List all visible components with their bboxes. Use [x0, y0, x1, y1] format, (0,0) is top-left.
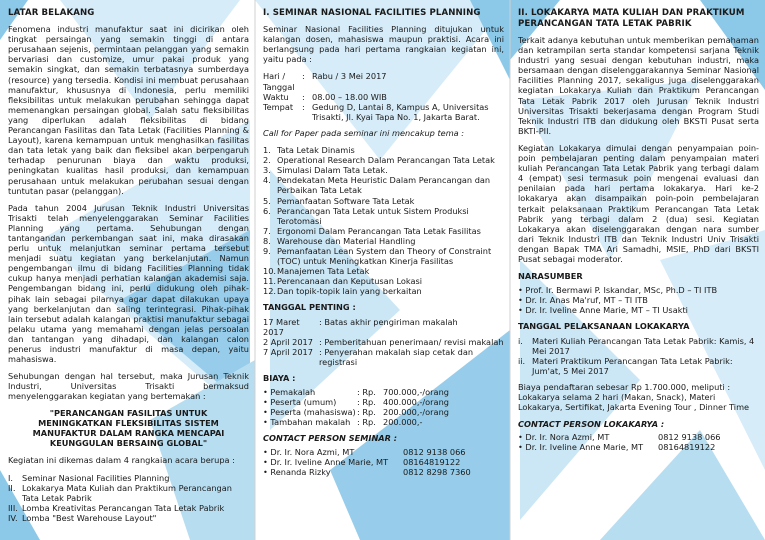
- list-number: IV.: [8, 512, 18, 523]
- contact-phone: 0812 8298 7360: [403, 466, 471, 477]
- list-text: Manajemen Tata Letak: [277, 266, 370, 277]
- paragraph: Terkait adanya kebutuhan untuk memberikan pemahaman dan ketrampilan serta standar kompetensi sarjana Teknik Industri yang sesuai dengan kebutuhan industri, maka bersamaan dengan diselenggarakannya Seminar Nasional Facilities Planning 2017, sekaligus juga diselenggarakan kegiatan Lokakarya Kuliah dan Praktikum Perancangan Tata Letak Pabrik 2017 oleh Jurusan Teknik Industri Universitas Trisakti bekerjasama dengan Program Studi Teknik Industri ITB dan didukung oleh BKSTI Pusat serta BKTI-PII.: [518, 35, 759, 136]
- list-text: Pemanfaatan Lean System dan Theory of Constraint (TOC) untuk Meningkatkan Kinerja Fasilitas: [277, 245, 492, 267]
- list-number: I.: [8, 472, 14, 483]
- narasumber-heading: NARASUMBER: [518, 271, 583, 282]
- list-text: Lomba Kreativitas Perancangan Tata Letak Pabrik: [22, 502, 225, 513]
- fee-paragraph: Biaya pendaftaran sebesar Rp 1.700.000, meliputi : Lokakarya selama 2 hari (Makan, Snack), Materi Lokakarya, Sertifikat, Jakarta Evening Tour , Dinner Time: [518, 381, 750, 413]
- list-text: Dan topik-topik lain yang berkaitan: [277, 286, 422, 297]
- tanggal-text: : Penyerahan makalah siap cetak dan registrasi: [319, 346, 474, 367]
- biaya-label: • Tambahan makalah: [263, 417, 351, 428]
- contact-table: [263, 447, 504, 477]
- list-item: • Prof. Ir. Bermawi P. Iskandar, MSc, Ph.D – TI ITB: [518, 285, 718, 296]
- contact-name: • Renanda Rizky: [263, 466, 331, 477]
- contact-phone: 08164819122: [658, 442, 716, 453]
- biaya-value: 200.000,-/orang: [383, 407, 449, 418]
- biaya-sep: : Rp.: [357, 397, 376, 408]
- schedule-sep: :: [302, 91, 305, 102]
- list-text: Ergonomi Dalam Perancangan Tata Letak Fasilitas: [277, 225, 481, 236]
- list-text: Tata Letak Dinamis: [277, 145, 355, 156]
- list-number: 7.: [263, 225, 271, 236]
- tanggal-heading: TANGGAL PENTING :: [263, 302, 356, 313]
- list-number: II.: [8, 482, 16, 493]
- biaya-heading: BIAYA :: [263, 373, 296, 383]
- tanggal-date: 7 April 2017: [263, 346, 313, 357]
- contact-heading: CONTACT PERSON SEMINAR :: [263, 433, 398, 444]
- list-number: i.: [518, 335, 523, 346]
- biaya-table: [263, 387, 504, 427]
- contact-heading: CONTACT PERSON LOKAKARYA :: [518, 419, 665, 430]
- paragraph: Sehubungan dengan hal tersebut, maka Jurusan Teknik Industri, Universitas Trisakti bermaksud menyelenggarakan kegiatan yang bertemakan :: [8, 371, 249, 402]
- biaya-label: • Peserta (umum): [263, 397, 337, 408]
- tanggal-table: [263, 317, 504, 367]
- paragraph: Seminar Nasional Facilities Planning ditujukan untuk kalangan dosen, mahasiswa maupun praktisi. Acara ini berlangsung pada hari pertama rangkaian kegiatan ini, yaitu pada :: [263, 24, 504, 65]
- list-number: 9.: [263, 245, 271, 256]
- list-text: Pemanfaatan Software Tata Letak: [277, 195, 415, 206]
- biaya-sep: : Rp.: [357, 407, 376, 418]
- narasumber-list: [518, 285, 759, 315]
- paragraph: Fenomena industri manufaktur saat ini dicirikan oleh tingkat persaingan yang semakin tinggi di antara perusahaan sejenis, permintaan pelanggan yang semakin bervariasi dan customize, umur pakai produk yang semakin singkat, dan semakin terbatasnya sumberdaya (resource) yang tersedia. Kondisi ini membuat perusahaan manufaktur, khususnya di Indonesia, perlu memiliki fleksibilitas untuk melakukan perubahan sehingga dapat memenangkan persaingan global. Salah satu fleksibilitas yang diperlukan adalah fleksibilitas di bidang Perancangan Fasilitas dan Tata Letak (Facilities Planning & Layout), karena kemampuan untuk menghasilkan fasilitas dan tata letak yang baik dan fleksibel akan berpengaruh terhadap penurunan biaya dan waktu produksi, peningkatan kualitas hasil produksi, dan kemampuan perusahaan untuk melakukan perubahan sesuai dengan tuntutan pasar (pelanggan).: [8, 24, 249, 196]
- tanggal-date: 2 April 2017: [263, 336, 313, 347]
- contact-name: • Dr. Ir. Nora Azmi, MT: [518, 432, 610, 443]
- tanggal-text: : Batas akhir pengiriman makalah: [319, 316, 458, 327]
- tanggal-text: : Pemberitahuan penerimaan/ revisi makalah: [319, 336, 504, 347]
- list-number: 3.: [263, 165, 271, 176]
- list-number: 1.: [263, 145, 271, 156]
- paragraph: Kegiatan Lokakarya dimulai dengan penyampaian poin-poin pembelajaran penting dalam penyampaian materi kuliah Perancangan Tata Letak Pabrik yang terbagi dalam 4 (empat) sesi termasuk poin mengenai evaluasi dan penilaian pada hari pertama lokakarya. Hari ke-2 lokakarya akan disampaikan poin-poin pembelajaran terkait pelaksanaan Praktikum Perancangan Tata Letak Pabrik yang terbagi dalam 2 (dua) sesi. Kegiatan Lokakarya akan diselenggarakan dengan nara sumber dari Teknik Industri ITB dan Teknik Industri Univ Trisakti dengan Bapak TMA Ari Samadhi, MSIE, PhD dari BKSTI Pusat sebagai moderator.: [518, 142, 759, 264]
- contact-name: • Dr. Ir. Iveline Anne Marie, MT: [263, 456, 389, 467]
- list-item: • Dr. Ir. Iveline Anne Marie, MT – TI Usakti: [518, 305, 688, 316]
- list-number: 2.: [263, 155, 271, 166]
- biaya-value: 200.000,-: [383, 417, 423, 428]
- list-number: 12.: [263, 286, 277, 297]
- contact-name: • Dr. Ir. Nora Azmi, MT: [263, 446, 355, 457]
- list-number: 6.: [263, 205, 271, 216]
- topic-item: [263, 165, 504, 175]
- list-item: [8, 483, 249, 503]
- topic-item: [263, 236, 504, 246]
- topic-item: [263, 286, 504, 296]
- schedule-label: Hari / Tanggal: [263, 71, 295, 92]
- list-item: [518, 336, 759, 356]
- list-number: 4.: [263, 175, 271, 186]
- schedule-label: Waktu: [263, 91, 289, 102]
- topic-item: [263, 206, 504, 226]
- list-text: Materi Praktikum Perancangan Tata Letak Pabrik: Jum'at, 5 Mei 2017: [532, 355, 733, 376]
- list-text: Perancangan Tata Letak untuk Sistem Produksi Terotomasi: [277, 205, 469, 226]
- biaya-label: • Peserta (mahasiswa): [263, 407, 356, 418]
- tanggal-lokakarya-list: [518, 336, 759, 376]
- cfp-intro: Call for Paper pada seminar ini mencakup tema :: [263, 127, 465, 138]
- biaya-label: • Pemakalah: [263, 387, 316, 398]
- biaya-value: 400.000,-/orang: [383, 397, 449, 408]
- list-text: Materi Kuliah Perancangan Tata Letak Pabrik: Kamis, 4 Mei 2017: [532, 335, 755, 356]
- topic-item: [263, 196, 504, 206]
- list-item: [8, 473, 249, 483]
- biaya-value: 700.000,-/orang: [383, 387, 449, 398]
- tanggal-date: 17 Maret 2017: [263, 316, 300, 337]
- schedule-label: Tempat: [263, 101, 294, 112]
- topic-item: [263, 246, 504, 266]
- topic-item: [263, 145, 504, 155]
- contact-table: [518, 432, 759, 452]
- schedule-value: Rabu / 3 Mei 2017: [312, 71, 387, 82]
- list-text: Seminar Nasional Facilities Planning: [22, 472, 170, 483]
- schedule-sep: :: [302, 101, 305, 112]
- paragraph: Kegiatan ini dikemas dalam 4 rangkaian acara berupa :: [8, 455, 235, 466]
- contact-name: • Dr. Ir. Iveline Anne Marie, MT: [518, 442, 644, 453]
- contact-phone: 0812 9138 066: [403, 446, 466, 457]
- list-item: [8, 503, 249, 513]
- list-text: Simulasi Dalam Tata Letak.: [277, 165, 388, 176]
- schedule-value: 08.00 – 18.00 WIB: [312, 91, 387, 102]
- list-number: 5.: [263, 195, 271, 206]
- paragraph: Pada tahun 2004 Jurusan Teknik Industri Universitas Trisakti telah menyelenggarakan Seminar Facilities Planning yang pertama. Sehubungan dengan tantangandan perkembangan saat ini, maka dirasakan perlu untuk melanjutkan seminar pertama tersebut menjadi suatu kegiatan yang berkelanjutan. Namun pengembangan ilmu di bidang Facilities Planning tidak cukup hanya menjadi perhatian kalangan akademisi saja. Pengembangan bidang ini, perlu didukung oleh pihak-pihak lain sebagai pilarnya agar dapat dilakukan upaya yang berkelanjutan dan saling terintegrasi. Pihak-pihak lain tersebut adalah kalangan praktisi manufaktur sebagai pelaku utama yang memahami dengan jelas persoalan dan tantangan yang dihadapi, dan kalangan calon penerus industri manufaktur di masa depan, yaitu mahasiswa.: [8, 202, 249, 365]
- schedule-sep: :: [302, 71, 305, 82]
- list-item: [8, 513, 249, 523]
- section-heading: I. SEMINAR NASIONAL FACILITIES PLANNING: [263, 8, 481, 18]
- list-number: III.: [8, 502, 18, 513]
- biaya-sep: : Rp.: [357, 387, 376, 398]
- theme-quote: "PERANCANGAN FASILITAS UNTUK MENINGKATKAN FLEKSIBILITAS SISTEM MANUFAKTUR DALAM RANGKA MENCAPAI KEUNGGULAN BERSAING GLOBAL": [32, 408, 225, 449]
- column-latar-belakang: [0, 0, 255, 540]
- tanggal-lokakarya-heading: TANGGAL PELAKSANAAN LOKAKARYA: [518, 321, 690, 332]
- biaya-sep: : Rp.: [357, 417, 376, 428]
- list-text: Pendekatan Meta Heuristic Dalam Perancangan dan Perbaikan Tata Letak: [277, 175, 491, 196]
- list-item: • Dr. Ir. Anas Ma'ruf, MT – TI ITB: [518, 295, 648, 306]
- column-seminar: [255, 0, 510, 540]
- topic-list: [263, 145, 504, 296]
- list-number: 11.: [263, 276, 277, 287]
- list-number: ii.: [518, 355, 526, 366]
- list-text: Warehouse dan Material Handling: [277, 235, 416, 246]
- list-text: Operational Research Dalam Perancangan Tata Letak: [277, 155, 495, 166]
- contact-phone: 08164819122: [403, 456, 461, 467]
- list-text: Perencanaan dan Keputusan Lokasi: [277, 276, 423, 287]
- topic-item: [263, 175, 504, 195]
- column-lokakarya: [510, 0, 765, 540]
- schedule-value: Gedung D, Lantai 8, Kampus A, Universitas Trisakti, Jl. Kyai Tapa No. 1, Jakarta Barat.: [312, 101, 489, 122]
- topic-item: [263, 226, 504, 236]
- topic-item: [263, 266, 504, 276]
- list-number: 10.: [263, 266, 277, 277]
- schedule-table: [263, 71, 504, 121]
- section-heading: II. LOKAKARYA MATA KULIAH DAN PRAKTIKUM PERANCANGAN TATA LETAK PABRIK: [518, 8, 745, 29]
- event-list: [8, 473, 249, 523]
- list-item: [518, 356, 759, 376]
- list-text: Lomba "Best Warehouse Layout": [22, 512, 157, 523]
- contact-phone: 0812 9138 066: [658, 432, 721, 443]
- list-text: Lokakarya Mata Kuliah dan Praktikum Perancangan Tata Letak Pabrik: [22, 482, 232, 503]
- topic-item: [263, 155, 504, 165]
- topic-item: [263, 276, 504, 286]
- list-number: 8.: [263, 235, 271, 246]
- section-heading: LATAR BELAKANG: [8, 8, 95, 18]
